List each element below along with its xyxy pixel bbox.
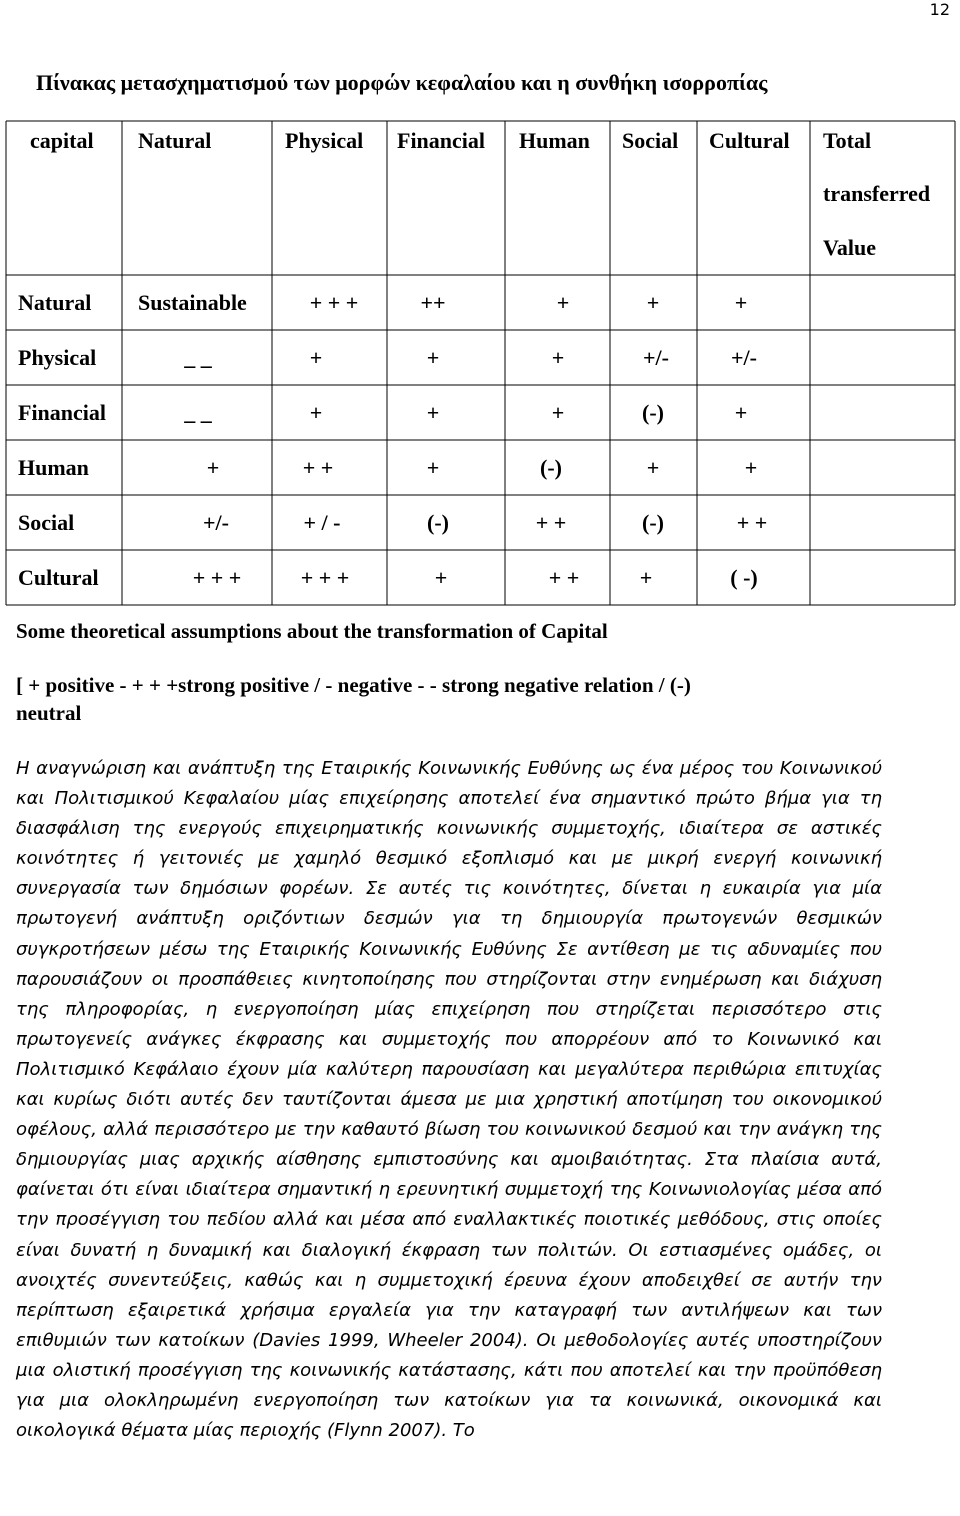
table-cell: _ _ [184, 345, 212, 370]
table-cell: + [646, 455, 660, 480]
table-cell: +/- [203, 510, 229, 535]
row-label-natural: Natural [18, 290, 92, 315]
table-cell: (-) [540, 455, 562, 480]
page-number: 12 [929, 0, 950, 19]
row-label-physical: Physical [18, 345, 97, 370]
table-cell: (-) [642, 510, 664, 535]
table-cell: ( -) [730, 565, 758, 590]
row-label-social: Social [18, 510, 75, 535]
table-cell: + + [535, 510, 567, 535]
table-cell: +/- [643, 345, 669, 370]
table-cell: + + + [309, 290, 359, 315]
table-cell: + [426, 400, 440, 425]
table-cell: + [426, 345, 440, 370]
header-human: Human [519, 128, 590, 153]
header-transferred: transferred [823, 181, 931, 206]
header-social: Social [622, 128, 679, 153]
body-paragraph [16, 754, 882, 1446]
table-cell: _ _ [184, 400, 212, 425]
assumptions-note: Some theoretical assumptions about the transformation of Capital [16, 619, 608, 643]
table-title: Πίνακας μετασχηματισμού των μορφών κεφαλαίου και η συνθήκη ισορροπίας [36, 70, 768, 95]
table-cell: + [744, 455, 758, 480]
table-cell: + [309, 400, 323, 425]
table-cell: Sustainable [138, 290, 247, 315]
table-cell: + [551, 345, 565, 370]
table-cell: + [734, 290, 748, 315]
header-physical: Physical [285, 128, 364, 153]
table-cell: + [434, 565, 448, 590]
table-cell: ++ [420, 290, 446, 315]
table-cell: + [734, 400, 748, 425]
table-cell: + + [302, 455, 334, 480]
paragraph-text: Η αναγνώριση και ανάπτυξη της Εταιρικής Κοινωνικής Ευθύνης ως ένα μέρος του Κοινωνικού και Πολιτισμικού Κεφαλαίου μίας επιχείρησης αποτελεί ένα σημαντικό πρώτο βήμα για τη διασφάλιση της ενεργούς επιχειρηματικής κοινωνικής συμμετοχής, ιδιαίτερα σε αστικές κοινότητες ή γειτονιές με χαμηλό θεσμικό εξοπλισμό και με μικρή ενεργή κοινωνική συνεργασία των δημόσιων φορέων. Σε αυτές τις κοινότητες, δίνεται η ευκαιρία για μία πρωτογενή ανάπτυξη οριζόντιων δεσμών για τη δημιουργία πρωτογενών θεσμικών συγκροτήσεων μέσω της Εταιρικής Κοινωνικής Ευθύνης Σε αντίθεση με τις αδυναμίες που παρουσιάζουν οι προσπάθειες κινητοποίησης που στηρίζονται στην ενημέρωση και διάχυση της πληροφορίας, η ενεργοποίηση μίας επιχείρηση που στηρίζεται περισσότερο στις πρωτογενείς ανάγκες έκφρασης και συμμετοχής που απορρέουν από το Κοινωνικό και Πολιτισμικό Κεφάλαιο έχουν μία καλύτερη παρουσίαση και μεγαλύτερα περιθώρια επιτυχίας και κυρίως διότι αυτές δεν ταυτίζονται άμεσα με μια χρηστική αποτίμηση του οικονομικού οφέλους, αλλά περισσότερο με την καθαυτό βίωση του κοινωνικού δεσμού και την ανάγκη της δημιουργίας μιας αρχικής αίσθησης εμπιστοσύνης και αμοιβαιότητας. Στα πλαίσια αυτά, φαίνεται ότι είναι ιδιαίτερα σημαντική η ερευνητική συμμετοχή της Κοινωνιολογίας μέσα από την προσέγγιση του πεδίου αλλά και μέσα από εναλλακτικές ποιοτικές μεθόδους, στις οποίες είναι δυνατή η δυναμική και διαλογική έκφραση των πολιτών. Οι εστιασμένες ομάδες, οι ανοιχτές συνεντεύξεις, καθώς και η συμμετοχική έρευνα έχουν αποδειχθεί σε αυτήν την περίπτωση εξαιρετικά χρήσιμα εργαλεία για την καταγραφή των αντιλήψεων και των επιθυμιών των κατοίκων (Davies 1999, Wheeler 2004). Οι μεθοδολογίες αυτές υποστηρίζουν μια ολιστική προσέγγιση της κοινωνικής κατάστασης, κάτι που αποτελεί και την προϋπόθεση για μια ολοκληρωμένη ενεργοποίηση των κατοίκων για τα κοινωνικά, οικονομικά και οικολογικά θέματα μίας περιοχής (Flynn 2007). Το [16, 758, 882, 1442]
table-cell: + + + [300, 565, 350, 590]
header-cultural: Cultural [709, 128, 790, 153]
table-cell: (-) [642, 400, 664, 425]
table-cell: + [551, 400, 565, 425]
row-label-cultural: Cultural [18, 565, 99, 590]
table-cell: + + + [192, 565, 242, 590]
row-label-human: Human [18, 455, 89, 480]
header-natural: Natural [138, 128, 212, 153]
table-cell: + / - [303, 510, 341, 535]
table-cell: (-) [427, 510, 449, 535]
table-cell: + [639, 565, 653, 590]
legend-line-1: [ + positive - + + +strong positive / - negative - - strong negative relation / (-) [16, 673, 691, 697]
header-capital: capital [30, 128, 94, 153]
header-financial: Financial [397, 128, 486, 153]
table-cell: + [426, 455, 440, 480]
table-cell: + + [548, 565, 580, 590]
table-cell: + [556, 290, 570, 315]
table-cell: +/- [731, 345, 757, 370]
table-cell: + [309, 345, 323, 370]
header-total: Total [823, 128, 872, 153]
row-label-financial: Financial [18, 400, 107, 425]
table-cell: + + [736, 510, 768, 535]
table-cell: + [646, 290, 660, 315]
header-value: Value [823, 235, 876, 260]
legend-line-2: neutral [16, 701, 82, 725]
table-cell: + [206, 455, 220, 480]
